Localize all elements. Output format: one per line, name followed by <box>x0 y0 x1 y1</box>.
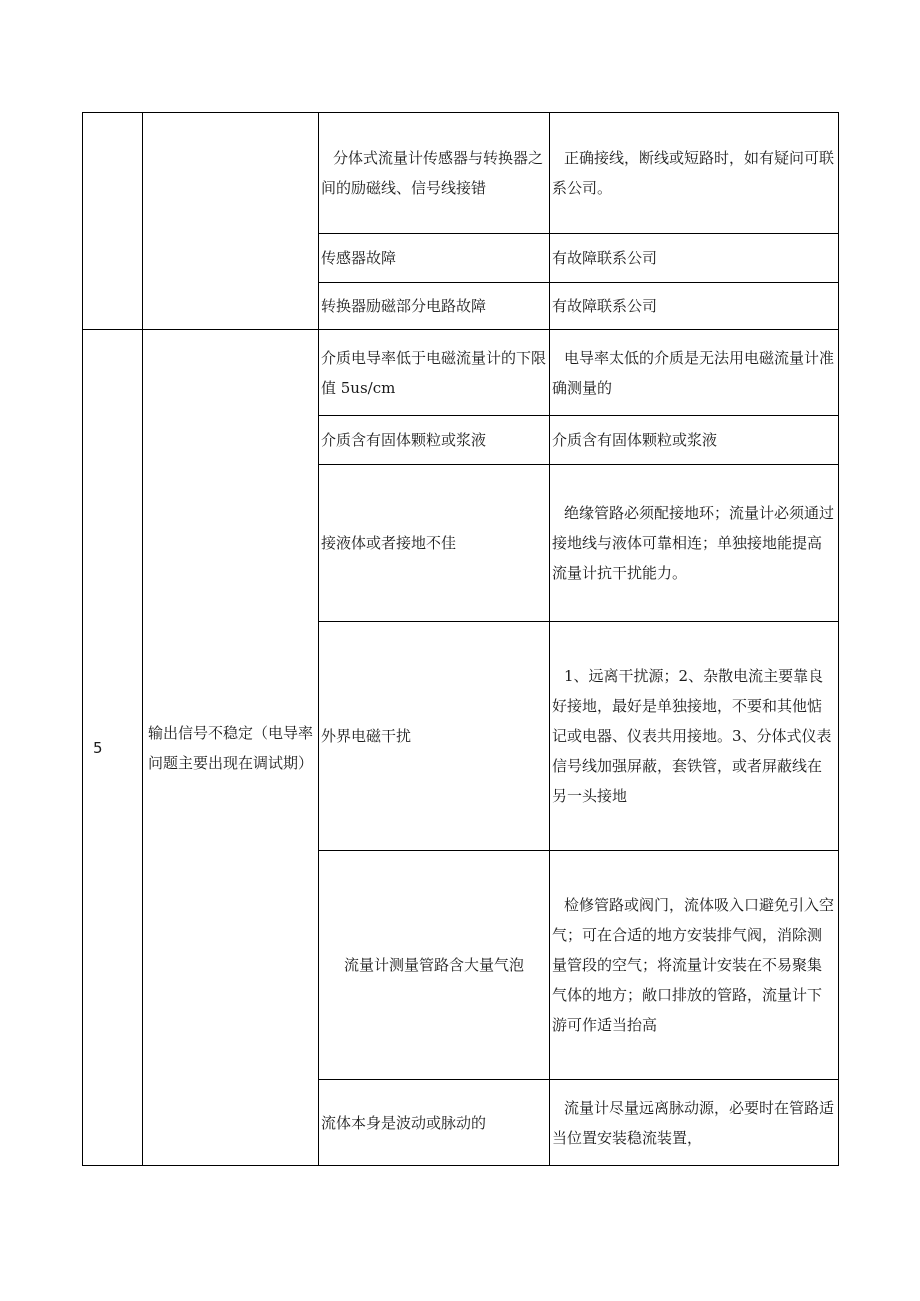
cause-cell: 介质含有固体颗粒或浆液 <box>319 416 550 465</box>
cause-cell: 流量计测量管路含大量气泡 <box>319 851 550 1080</box>
solution-cell: 有故障联系公司 <box>550 283 839 330</box>
cause-cell: 分体式流量计传感器与转换器之间的励磁线、信号线接错 <box>319 113 550 234</box>
solution-cell: 电导率太低的介质是无法用电磁流量计准确测量的 <box>550 330 839 416</box>
cause-cell: 接液体或者接地不佳 <box>319 465 550 622</box>
fault-category-cell <box>143 113 319 330</box>
cause-cell: 转换器励磁部分电路故障 <box>319 283 550 330</box>
solution-cell: 绝缘管路必须配接地环；流量计必须通过接地线与液体可靠相连；单独接地能提高流量计抗干扰能力。 <box>550 465 839 622</box>
solution-cell: 检修管路或阀门，流体吸入口避免引入空气；可在合适的地方安装排气阀，消除测量管段的空气；将流量计安装在不易聚集气体的地方；敞口排放的管路，流量计下游可作适当抬高 <box>550 851 839 1080</box>
table-row <box>83 113 839 234</box>
cause-cell: 流体本身是波动或脉动的 <box>319 1080 550 1166</box>
troubleshooting-table <box>82 112 839 1166</box>
table-row <box>83 330 839 416</box>
solution-cell: 1、远离干扰源；2、杂散电流主要靠良好接地，最好是单独接地，不要和其他惦记或电器、仪表共用接地。3、分体式仪表信号线加强屏蔽，套铁管，或者屏蔽线在另一头接地 <box>550 622 839 851</box>
solution-cell: 流量计尽量远离脉动源，必要时在管路适当位置安装稳流装置， <box>550 1080 839 1166</box>
row-number-cell: 5 <box>83 330 143 1166</box>
row-number-cell <box>83 113 143 330</box>
solution-cell: 有故障联系公司 <box>550 234 839 283</box>
cause-cell: 外界电磁干扰 <box>319 622 550 851</box>
cause-cell: 传感器故障 <box>319 234 550 283</box>
fault-category-cell: 输出信号不稳定（电导率问题主要出现在调试期） <box>143 330 319 1166</box>
solution-cell: 介质含有固体颗粒或浆液 <box>550 416 839 465</box>
cause-cell: 介质电导率低于电磁流量计的下限值 5us/cm <box>319 330 550 416</box>
solution-cell: 正确接线，断线或短路时，如有疑问可联系公司。 <box>550 113 839 234</box>
